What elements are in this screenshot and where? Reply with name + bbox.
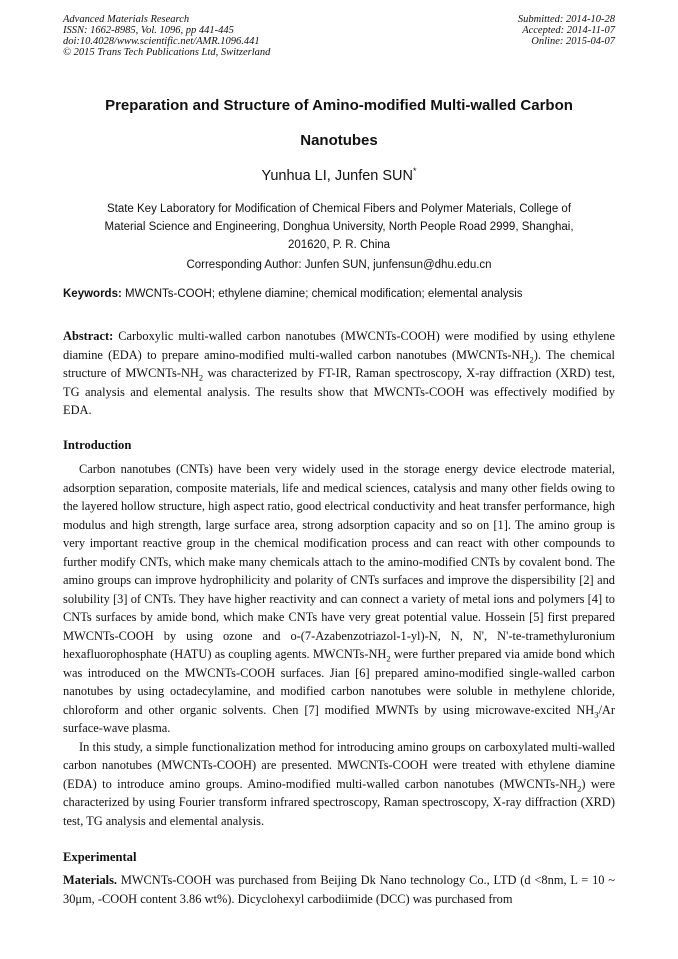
intro-p1-text-a: Carbon nanotubes (CNTs) have been very widely used in the storage energy device electrode material, adsorption separation, composite materials, life and medical sciences, catalysis and many other fields owing to the layered hollow structure, high aspect ratio, good electrical conductivity and heat transfer performance, high modulus and high strength, large surface area, strong adsorption capacity and so on [1]. The amino group is very important reactive group in the chemical modification process and can react with other compounds to further modify CNTs, which make many chemicals attach to the amino-modified CNTs by covalent bond. The amino groups can improve hydrophilicity and polarity of CNTs surfaces and improve the dispersibility [2] and solubility [3] of CNTs. They have higher reactivity and can connect a variety of metal ions and polymers [4] to CNTs surfaces by amide bond, which make CNTs have very great potential value. Hossein [5] first prepared MWCNTs-COOH by using ozone and o-(7-Azabenzotriazol-1-yl)-N, N, N', N'-te-tramethyluronium hexafluorophosphate (HATU) as coupling agents. MWCNTs-NH bbox=[63, 462, 615, 661]
experimental-heading-block bbox=[63, 848, 615, 867]
date-submitted: Submitted: 2014-10-28 bbox=[517, 14, 615, 25]
introduction-heading-block bbox=[63, 436, 615, 455]
intro-paragraph-2 bbox=[63, 738, 615, 831]
title-line-2: Nanotubes bbox=[300, 132, 378, 149]
keywords-label: Keywords: bbox=[63, 288, 122, 300]
corresponding-author: Corresponding Author: Junfen SUN, junfensun@dhu.edu.cn bbox=[186, 259, 492, 271]
paper-title bbox=[63, 88, 615, 158]
intro-p1-text-b: were further prepared via amide bond which was introduced on the MWCNTs-COOH surfaces. Jian [6] prepared amino-modified single-walled carbon nanotubes by using octadecylamine, and modified carbon nanotubes were soluble in methylene chloride, chloroform and other organic solvents. Chen [7] modified MWNTs by using microwave-excited NH bbox=[63, 647, 615, 717]
materials-text: MWCNTs-COOH was purchased from Beijing Dk Nano technology Co., LTD (d <8nm, L = 10 ~ 30μm, -COOH content 3.86 wt%). Dicyclohexyl carbodiimide (DCC) was purchased from bbox=[63, 873, 615, 906]
title-line-1: Preparation and Structure of Amino-modified Multi-walled Carbon bbox=[105, 97, 573, 114]
intro-p2-text-b: ) were characterized by using Fourier transform infrared spectroscopy, Raman spectroscopy, X-ray diffraction (XRD) test, TG analysis and elemental analysis. bbox=[63, 776, 615, 828]
subscript: 2 bbox=[386, 653, 391, 664]
abstract bbox=[63, 327, 615, 420]
journal-info bbox=[63, 14, 270, 58]
intro-p2-text-a: In this study, a simple functionalization method for introducing amino groups on carboxylated multi-walled carbon nanotubes (MWCNTs-COOH) are presented. MWCNTs-COOH were treated with ethylene diamine (EDA) to introduce amino groups. Amino-modified multi-walled carbon nanotubes (MWCNTs-NH bbox=[63, 739, 615, 791]
subscript: 2 bbox=[198, 372, 204, 383]
abstract-text-b: ). The chemical structure of MWCNTs-NH bbox=[63, 347, 615, 380]
abstract-text-a: Carboxylic multi-walled carbon nanotubes (MWCNTs-COOH) were modified by using ethylene diamine (EDA) to prepare amino-modified multi-walled carbon nanotubes (MWCNTs-NH bbox=[63, 329, 615, 362]
journal-dates bbox=[518, 14, 615, 47]
affiliation-line-3: 201620, P. R. China bbox=[287, 239, 391, 251]
subscript: 3 bbox=[594, 708, 599, 719]
introduction-body bbox=[63, 460, 615, 830]
subscript: 2 bbox=[577, 782, 582, 793]
authors bbox=[63, 166, 615, 184]
author-names: Yunhua LI, Junfen SUN bbox=[261, 167, 414, 184]
intro-paragraph-1 bbox=[63, 460, 615, 738]
corresponding-mark: * bbox=[413, 166, 417, 176]
section-heading-experimental: Experimental bbox=[63, 850, 137, 864]
section-heading-introduction: Introduction bbox=[63, 438, 132, 452]
journal-name: Advanced Materials Research bbox=[63, 14, 190, 25]
affiliation-line-2: Material Science and Engineering, Donghua University, North People Road 2999, Shanghai, bbox=[104, 221, 574, 233]
keywords-text: MWCNTs-COOH; ethylene diamine; chemical modification; elemental analysis bbox=[121, 288, 523, 300]
keywords bbox=[63, 288, 615, 300]
subscript: 2 bbox=[529, 353, 534, 364]
date-online: Online: 2015-04-07 bbox=[531, 36, 615, 47]
affiliation bbox=[63, 200, 615, 254]
materials-paragraph bbox=[63, 871, 615, 908]
materials-label: Materials. bbox=[63, 873, 118, 887]
journal-issn: ISSN: 1662-8985, Vol. 1096, pp 441-445 bbox=[63, 25, 234, 36]
date-accepted: Accepted: 2014-11-07 bbox=[522, 25, 615, 36]
journal-doi: doi:10.4028/www.scientific.net/AMR.1096.441 bbox=[63, 36, 260, 47]
abstract-label: Abstract: bbox=[63, 329, 114, 343]
journal-copyright: © 2015 Trans Tech Publications Ltd, Switzerland bbox=[63, 47, 271, 58]
abstract-text-c: was characterized by FT-IR, Raman spectroscopy, X-ray diffraction (XRD) test, TG analysis and elemental analysis. The results show that MWCNTs-COOH was effectively modified by EDA. bbox=[63, 366, 616, 417]
intro-p1-text-c: /Ar surface-wave plasma. bbox=[63, 702, 615, 735]
experimental-body bbox=[63, 871, 615, 908]
affiliation-line-1: State Key Laboratory for Modification of Chemical Fibers and Polymer Materials, College of bbox=[106, 203, 572, 215]
